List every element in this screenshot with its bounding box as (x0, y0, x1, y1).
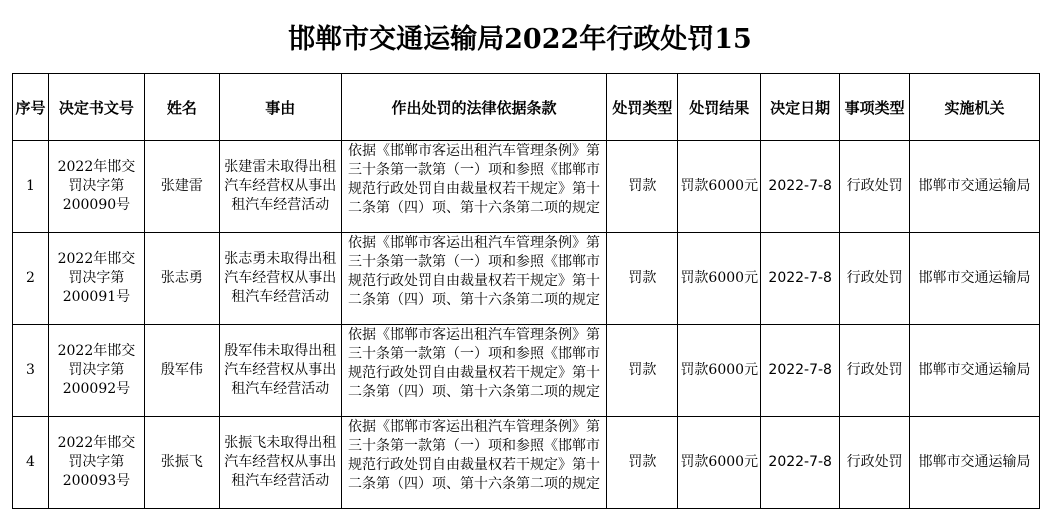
category-value: 行政处罚 (846, 362, 903, 378)
cell-penalty-type (607, 141, 678, 233)
legal-basis-value: 依据《邯郸市客运出租汽车管理条例》第三十条第一款第（一）项和参照《邯郸市规范行政处罚自由裁量权若干规定》第十二条第（四）项、第十六条第二项的规定 (348, 419, 601, 492)
cell-category (840, 417, 910, 509)
penalty-type-value: 罚款 (628, 362, 657, 378)
cell-result (678, 141, 761, 233)
table-row (13, 417, 1040, 509)
table-row (13, 233, 1040, 325)
table-row (13, 325, 1040, 417)
cell-result (678, 325, 761, 417)
agency-value: 邯郸市交通运输局 (918, 178, 1031, 194)
doc-no-value: 2022年邯交罚决字第200093号 (57, 435, 136, 489)
cell-date (761, 141, 840, 233)
cell-penalty-type (607, 417, 678, 509)
agency-value: 邯郸市交通运输局 (918, 454, 1031, 470)
penalty-type-value: 罚款 (628, 454, 657, 470)
reason-value: 张振飞未取得出租汽车经营权从事出租汽车经营活动 (224, 435, 337, 489)
page-title: 邯郸市交通运输局2022年行政处罚15 (288, 24, 752, 55)
cell-reason (219, 417, 341, 509)
cell-category (840, 325, 910, 417)
category-value: 行政处罚 (846, 270, 903, 286)
legal-basis-value: 依据《邯郸市客运出租汽车管理条例》第三十条第一款第（一）项和参照《邯郸市规范行政处罚自由裁量权若干规定》第十二条第（四）项、第十六条第二项的规定 (348, 235, 601, 308)
cell-agency (910, 325, 1040, 417)
result-value: 罚款6000元 (680, 362, 759, 378)
date-value: 2022-7-8 (768, 270, 832, 286)
cell-penalty-type (607, 325, 678, 417)
header-category: 事项类型 (840, 74, 910, 141)
name-value: 张建雷 (160, 178, 203, 194)
cell-legal-basis (341, 325, 607, 417)
seq-value: 2 (26, 270, 35, 286)
legal-basis-value: 依据《邯郸市客运出租汽车管理条例》第三十条第一款第（一）项和参照《邯郸市规范行政处罚自由裁量权若干规定》第十二条第（四）项、第十六条第二项的规定 (348, 143, 601, 216)
cell-name (144, 325, 219, 417)
name-value: 张志勇 (160, 270, 203, 286)
cell-agency (910, 233, 1040, 325)
seq-value: 4 (26, 454, 35, 470)
cell-legal-basis (341, 233, 607, 325)
cell-seq (13, 141, 49, 233)
header-row (13, 74, 1040, 141)
cell-name (144, 417, 219, 509)
header-result: 处罚结果 (678, 74, 761, 141)
table-row (13, 141, 1040, 233)
category-value: 行政处罚 (846, 178, 903, 194)
cell-date (761, 233, 840, 325)
seq-value: 1 (26, 178, 35, 194)
date-value: 2022-7-8 (768, 362, 832, 378)
cell-date (761, 325, 840, 417)
cell-agency (910, 141, 1040, 233)
penalty-type-value: 罚款 (628, 178, 657, 194)
cell-name (144, 233, 219, 325)
cell-category (840, 141, 910, 233)
header-reason: 事由 (219, 74, 341, 141)
cell-category (840, 233, 910, 325)
cell-doc-no (48, 325, 144, 417)
agency-value: 邯郸市交通运输局 (918, 270, 1031, 286)
penalty-table (12, 73, 1040, 509)
cell-agency (910, 417, 1040, 509)
cell-seq (13, 325, 49, 417)
result-value: 罚款6000元 (680, 178, 759, 194)
seq-value: 3 (26, 362, 35, 378)
reason-value: 张志勇未取得出租汽车经营权从事出租汽车经营活动 (224, 251, 337, 305)
cell-result (678, 233, 761, 325)
doc-no-value: 2022年邯交罚决字第200090号 (57, 159, 136, 213)
agency-value: 邯郸市交通运输局 (918, 362, 1031, 378)
cell-date (761, 417, 840, 509)
header-agency: 实施机关 (910, 74, 1040, 141)
date-value: 2022-7-8 (768, 454, 832, 470)
cell-legal-basis (341, 141, 607, 233)
doc-no-value: 2022年邯交罚决字第200092号 (57, 343, 136, 397)
header-penalty-type: 处罚类型 (607, 74, 678, 141)
result-value: 罚款6000元 (680, 454, 759, 470)
cell-doc-no (48, 233, 144, 325)
cell-legal-basis (341, 417, 607, 509)
cell-penalty-type (607, 233, 678, 325)
cell-seq (13, 233, 49, 325)
cell-reason (219, 325, 341, 417)
legal-basis-value: 依据《邯郸市客运出租汽车管理条例》第三十条第一款第（一）项和参照《邯郸市规范行政处罚自由裁量权若干规定》第十二条第（四）项、第十六条第二项的规定 (348, 327, 601, 400)
cell-reason (219, 141, 341, 233)
cell-reason (219, 233, 341, 325)
date-value: 2022-7-8 (768, 178, 832, 194)
cell-doc-no (48, 141, 144, 233)
reason-value: 殷军伟未取得出租汽车经营权从事出租汽车经营活动 (224, 343, 337, 397)
header-legal-basis: 作出处罚的法律依据条款 (341, 74, 607, 141)
cell-seq (13, 417, 49, 509)
name-value: 殷军伟 (160, 362, 203, 378)
header-doc-no: 决定书文号 (48, 74, 144, 141)
penalty-type-value: 罚款 (628, 270, 657, 286)
cell-result (678, 417, 761, 509)
cell-name (144, 141, 219, 233)
header-name: 姓名 (144, 74, 219, 141)
header-date: 决定日期 (761, 74, 840, 141)
cell-doc-no (48, 417, 144, 509)
name-value: 张振飞 (160, 454, 203, 470)
result-value: 罚款6000元 (680, 270, 759, 286)
doc-no-value: 2022年邯交罚决字第200091号 (57, 251, 136, 305)
category-value: 行政处罚 (846, 454, 903, 470)
header-seq: 序号 (13, 74, 49, 141)
reason-value: 张建雷未取得出租汽车经营权从事出租汽车经营活动 (224, 159, 337, 213)
